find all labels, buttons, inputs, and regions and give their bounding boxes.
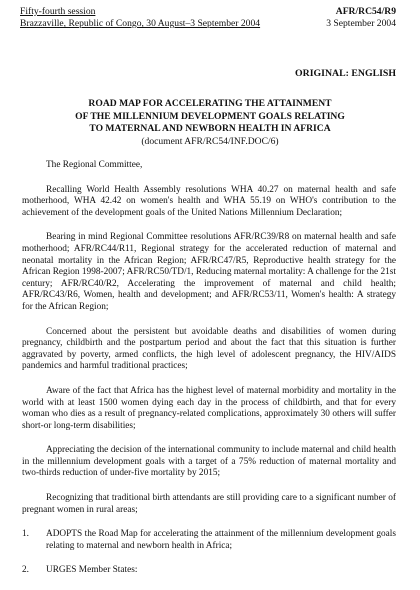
session-venue: Brazzaville, Republic of Congo, 30 August–3 September 2004 <box>20 18 261 29</box>
resolution-title <box>22 98 398 148</box>
preamble-paragraph: Recalling World Health Assembly resolutions WHA 40.27 on maternal health and safe motherhood, WHA 42.42 on women's health and WHA 55.19 on WHO's contribution to the achievement of the development goals of the United Nations Millennium Declaration; <box>22 184 396 218</box>
resolution-body <box>22 160 396 590</box>
operative-paragraph <box>22 529 396 552</box>
preamble-paragraph: Appreciating the decision of the international community to include maternal and child health in the millennium development goals with a target of a 75% reduction of maternal mortality and two-thirds reduction of under-five mortality by 2015; <box>22 445 396 479</box>
session-header <box>20 6 260 30</box>
preamble-paragraph: Aware of the fact that Africa has the highest level of maternal morbidity and mortality in the world with at least 1500 women dying each day in the process of childbirth, and that for every woman who dies as a result of pregnancy-related complications, approximately 30 others will suffer short-or long-term disabilities; <box>22 385 396 431</box>
document-reference: (document AFR/RC54/INF.DOC/6) <box>141 135 279 147</box>
document-symbol: AFR/RC54/R9 <box>335 6 396 17</box>
operative-paragraph <box>22 565 396 577</box>
session-name: Fifty-fourth session <box>20 6 96 17</box>
preamble-paragraph: Recognizing that traditional birth attendants are still providing care to a significant number of pregnant women in rural areas; <box>22 493 396 515</box>
document-symbol-block <box>326 6 396 30</box>
title-line-3: TO MATERNAL AND NEWBORN HEALTH IN AFRICA <box>89 123 331 134</box>
title-line-1: ROAD MAP FOR ACCELERATING THE ATTAINMENT <box>88 98 332 109</box>
original-language: ORIGINAL: ENGLISH <box>295 68 396 79</box>
operative-text: ADOPTS the Road Map for accelerating the attainment of the millennium development goals relating to maternal and newborn health in Africa; <box>46 529 396 551</box>
preamble-paragraph: Concerned about the persistent but avoidable deaths and disabilities of women during pregnancy, childbirth and the postpartum period and about the fact that this situation is further aggravated by poverty, armed conflicts, the high level of adolescent pregnancy, the HIV/AIDS pandemics and harmful traditional practices; <box>22 326 396 372</box>
preamble-paragraph: Bearing in mind Regional Committee resolutions AFR/RC39/R8 on maternal health and safe motherhood; AFR/RC44/R11, Regional strategy for the accelerated reduction of maternal and neonatal mortality in the African Region; AFR/RC47/R5, Reproductive health strategy for the African Region 1998-2007; AFR/RC50/TD/1, Reducing maternal mortality: A challenge for the 21st century; AFR/RC40/R2, Accelerating the improvement of maternal and child health; AFR/RC43/R6, Women, health and development; and AFR/RC53/11, Women's health: A strategy for the African Region; <box>22 232 396 312</box>
title-line-2: OF THE MILLENNIUM DEVELOPMENT GOALS RELATING <box>75 110 345 122</box>
operative-text: URGES Member States: <box>46 565 138 576</box>
document-date: 3 September 2004 <box>326 18 396 29</box>
committee-preamble: The Regional Committee, <box>46 160 143 170</box>
operative-number: 2. <box>22 565 29 576</box>
operative-number: 1. <box>22 529 29 540</box>
